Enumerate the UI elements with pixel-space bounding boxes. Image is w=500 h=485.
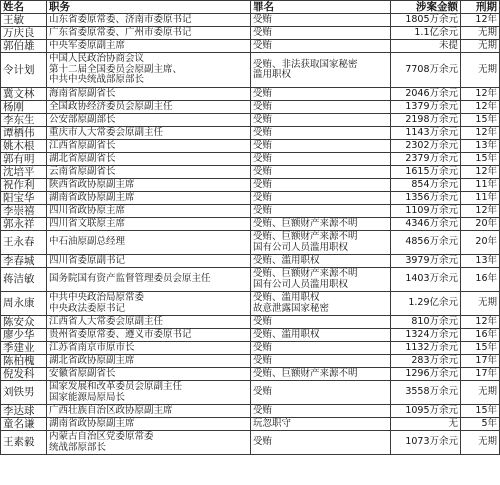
cell-position xyxy=(47,355,251,368)
cell-position xyxy=(47,153,251,166)
header-crime: 罪名 xyxy=(251,1,391,14)
cell-term: 15年 xyxy=(461,342,500,355)
table-row xyxy=(1,27,500,40)
cell-crime xyxy=(251,231,391,255)
header-amount: 涉案金额 xyxy=(391,1,461,14)
cell-amount: 1.1亿余元 xyxy=(391,27,461,40)
cell-amount: 未提 xyxy=(391,40,461,53)
cell-term: 11年 xyxy=(461,192,500,205)
cell-term: 15年 xyxy=(461,153,500,166)
cell-amount: 1095万余元 xyxy=(391,405,461,418)
cell-position xyxy=(47,140,251,153)
cell-term: 15年 xyxy=(461,405,500,418)
cell-name: 刘铁男 xyxy=(1,381,47,405)
cell-term: 13年 xyxy=(461,140,500,153)
cell-crime xyxy=(251,27,391,40)
cell-name: 陈安众 xyxy=(1,316,47,329)
position-line: 国务院国有资产监督管理委员会原主任 xyxy=(49,273,211,285)
crime-line: 受贿 xyxy=(253,354,273,366)
crime-line: 受贿 xyxy=(253,341,273,353)
table-row xyxy=(1,192,500,205)
position-line: 海南省原副省长 xyxy=(49,87,116,99)
cell-term: 11年 xyxy=(461,179,500,192)
table-body xyxy=(1,14,500,455)
crime-line: 受贿 xyxy=(253,165,273,177)
crime-line: 受贿、滥用职权 xyxy=(253,292,320,303)
crime-line: 受贿 xyxy=(253,87,273,99)
crime-line: 国有公司人员滥用职权 xyxy=(253,241,349,253)
cell-amount: 无 xyxy=(391,418,461,431)
position-line: 中央军委原副主席 xyxy=(49,39,126,51)
crime-line: 国有公司人员滥用职权 xyxy=(253,278,349,290)
cell-position xyxy=(47,40,251,53)
header-term: 刑期 xyxy=(461,1,500,14)
cell-amount: 1132万余元 xyxy=(391,342,461,355)
cell-amount: 2198万余元 xyxy=(391,114,461,127)
position-line: 中石油原副总经理 xyxy=(49,236,126,248)
cell-term: 无期 xyxy=(461,53,500,88)
crime-line: 受贿、巨额财产来源不明 xyxy=(253,217,358,229)
cell-crime xyxy=(251,405,391,418)
crime-line: 受贿、巨额财产来源不明 xyxy=(253,367,358,379)
cell-crime xyxy=(251,218,391,231)
cell-term: 12年 xyxy=(461,316,500,329)
cell-term: 17年 xyxy=(461,368,500,381)
cell-term: 12年 xyxy=(461,205,500,218)
position-line: 中国人民政治协商会议 xyxy=(49,53,145,65)
cell-amount: 7708万余元 xyxy=(391,53,461,88)
position-line: 国家发展和改革委员会原副主任 xyxy=(49,381,183,392)
table-row xyxy=(1,101,500,114)
cell-name: 王敏 xyxy=(1,14,47,27)
position-line: 内蒙古自治区党委原常委 xyxy=(49,431,154,442)
table-row xyxy=(1,418,500,431)
cell-amount: 2379万余元 xyxy=(391,153,461,166)
crime-line: 故意泄露国家秘密 xyxy=(253,302,330,314)
cell-amount: 1356万余元 xyxy=(391,192,461,205)
cell-amount: 4856万余元 xyxy=(391,231,461,255)
cell-position xyxy=(47,405,251,418)
crime-line: 受贿 xyxy=(253,13,273,25)
cell-position xyxy=(47,27,251,40)
table-row xyxy=(1,368,500,381)
cell-crime xyxy=(251,355,391,368)
cell-name: 李东生 xyxy=(1,114,47,127)
cell-position xyxy=(47,381,251,405)
cell-amount: 1073万余元 xyxy=(391,431,461,455)
cell-name: 李崇禧 xyxy=(1,205,47,218)
cell-term: 12年 xyxy=(461,88,500,101)
cell-name: 廖少华 xyxy=(1,329,47,342)
cell-amount: 4346万余元 xyxy=(391,218,461,231)
cell-crime xyxy=(251,268,391,292)
cell-name: 阳宝华 xyxy=(1,192,47,205)
position-line: 贵州省委原常委、遵义市委原书记 xyxy=(49,328,192,340)
cell-amount: 1296万余元 xyxy=(391,368,461,381)
cell-term: 12年 xyxy=(461,166,500,179)
position-line: 广东省委原常委、广州市委原书记 xyxy=(49,26,192,38)
cell-term: 无期 xyxy=(461,381,500,405)
cell-crime xyxy=(251,342,391,355)
position-line: 统战部原部长 xyxy=(49,441,107,453)
cell-amount: 3979万余元 xyxy=(391,255,461,268)
cell-name: 童名谦 xyxy=(1,418,47,431)
cell-term: 16年 xyxy=(461,268,500,292)
position-line: 全国政协经济委员会原副主任 xyxy=(49,100,173,112)
cell-term: 12年 xyxy=(461,14,500,27)
cell-name: 万庆良 xyxy=(1,27,47,40)
cell-position xyxy=(47,342,251,355)
cell-position xyxy=(47,316,251,329)
position-line: 湖南省政协原副主席 xyxy=(49,417,135,429)
cell-crime xyxy=(251,101,391,114)
cell-crime xyxy=(251,114,391,127)
table-header-row xyxy=(1,1,500,14)
cell-name: 李达球 xyxy=(1,405,47,418)
position-line: 湖北省原副省长 xyxy=(49,152,116,164)
cell-position xyxy=(47,179,251,192)
cell-name: 沈培平 xyxy=(1,166,47,179)
header-position: 职务 xyxy=(47,1,251,14)
cell-name: 倪发科 xyxy=(1,368,47,381)
table-row xyxy=(1,40,500,53)
cell-position xyxy=(47,268,251,292)
cell-crime xyxy=(251,192,391,205)
position-line: 中共中央政治局原常委 xyxy=(49,292,145,303)
cell-term: 13年 xyxy=(461,255,500,268)
crime-line: 受贿、巨额财产来源不明 xyxy=(253,268,358,279)
position-line: 广西壮族自治区政协原副主席 xyxy=(49,404,173,416)
position-line: 江西省原副省长 xyxy=(49,139,116,151)
position-line: 公安部原副部长 xyxy=(49,113,116,125)
position-line: 陕西省政协原副主席 xyxy=(49,178,135,190)
cell-amount: 3558万余元 xyxy=(391,381,461,405)
cell-crime xyxy=(251,88,391,101)
cell-amount: 1.29亿余元 xyxy=(391,292,461,316)
table-row xyxy=(1,218,500,231)
position-line: 山东省委原常委、济南市委原书记 xyxy=(49,13,192,25)
cell-crime xyxy=(251,316,391,329)
cell-name: 谭栖伟 xyxy=(1,127,47,140)
crime-line: 受贿、滥用职权 xyxy=(253,254,320,266)
table-row xyxy=(1,355,500,368)
position-line: 安徽省原副省长 xyxy=(49,367,116,379)
position-line: 第十二届全国委员会原副主席、 xyxy=(49,63,183,75)
cell-amount: 1403万余元 xyxy=(391,268,461,292)
crime-line: 受贿 xyxy=(253,204,273,216)
cell-name: 令计划 xyxy=(1,53,47,88)
cell-amount: 854万余元 xyxy=(391,179,461,192)
cell-term: 17年 xyxy=(461,355,500,368)
cell-crime xyxy=(251,127,391,140)
cell-amount: 1143万余元 xyxy=(391,127,461,140)
table-row xyxy=(1,127,500,140)
crime-line: 受贿 xyxy=(253,191,273,203)
cell-position xyxy=(47,205,251,218)
cell-position xyxy=(47,418,251,431)
position-line: 四川省文联原主席 xyxy=(49,217,126,229)
cell-position xyxy=(47,329,251,342)
cell-position xyxy=(47,114,251,127)
cell-term: 无期 xyxy=(461,292,500,316)
cell-amount: 1324万余元 xyxy=(391,329,461,342)
cell-name: 季建业 xyxy=(1,342,47,355)
cell-name: 郭永祥 xyxy=(1,218,47,231)
cell-position xyxy=(47,53,251,88)
table-row xyxy=(1,329,500,342)
cell-crime xyxy=(251,53,391,88)
cell-amount: 2046万余元 xyxy=(391,88,461,101)
table-row xyxy=(1,53,500,88)
table-row xyxy=(1,316,500,329)
cell-name: 王永春 xyxy=(1,231,47,255)
table-row xyxy=(1,14,500,27)
table-row xyxy=(1,268,500,292)
crime-line: 受贿、非法获取国家秘密 xyxy=(253,58,358,70)
cell-name: 杨刚 xyxy=(1,101,47,114)
position-line: 云南省原副省长 xyxy=(49,165,116,177)
crime-line: 受贿 xyxy=(253,404,273,416)
cell-position xyxy=(47,255,251,268)
table-row xyxy=(1,140,500,153)
cell-crime xyxy=(251,14,391,27)
position-line: 国家能源局原局长 xyxy=(49,391,126,403)
crime-line: 受贿 xyxy=(253,139,273,151)
cell-crime xyxy=(251,381,391,405)
cell-crime xyxy=(251,166,391,179)
position-line: 重庆市人大常委会原副主任 xyxy=(49,126,164,138)
table-row xyxy=(1,166,500,179)
crime-line: 受贿 xyxy=(253,39,273,51)
cell-amount: 283万余元 xyxy=(391,355,461,368)
table-row xyxy=(1,88,500,101)
table-row xyxy=(1,114,500,127)
crime-line: 受贿 xyxy=(253,113,273,125)
crime-line: 玩忽职守 xyxy=(253,417,292,429)
cell-term: 无期 xyxy=(461,40,500,53)
cell-term: 无期 xyxy=(461,431,500,455)
table-row xyxy=(1,342,500,355)
crime-line: 滥用职权 xyxy=(253,69,292,80)
table-row xyxy=(1,292,500,316)
cell-crime xyxy=(251,418,391,431)
cell-crime xyxy=(251,40,391,53)
position-line: 四川省政协原主席 xyxy=(49,204,126,216)
cell-term: 无期 xyxy=(461,27,500,40)
cell-term: 16年 xyxy=(461,329,500,342)
table-row xyxy=(1,153,500,166)
cell-amount: 810万余元 xyxy=(391,316,461,329)
cell-amount: 1379万余元 xyxy=(391,101,461,114)
cell-name: 陈柏槐 xyxy=(1,355,47,368)
position-line: 江西省人大常委会原副主任 xyxy=(49,315,164,327)
crime-line: 受贿 xyxy=(253,178,273,190)
cell-name: 祝作利 xyxy=(1,179,47,192)
crime-line: 受贿、巨额财产来源不明 xyxy=(253,231,358,242)
cell-position xyxy=(47,88,251,101)
cell-position xyxy=(47,192,251,205)
position-line: 湖南省政协原副主席 xyxy=(49,191,135,203)
crime-line: 受贿 xyxy=(253,126,273,138)
crime-line: 受贿 xyxy=(253,436,273,448)
cell-name: 王素毅 xyxy=(1,431,47,455)
crime-line: 受贿 xyxy=(253,26,273,38)
table-row xyxy=(1,381,500,405)
table-row xyxy=(1,255,500,268)
position-line: 四川省委原副书记 xyxy=(49,254,126,266)
cell-term: 20年 xyxy=(461,231,500,255)
crime-line: 受贿 xyxy=(253,152,273,164)
cell-amount: 1109万余元 xyxy=(391,205,461,218)
cell-crime xyxy=(251,205,391,218)
table-row xyxy=(1,179,500,192)
cell-crime xyxy=(251,292,391,316)
cell-position xyxy=(47,101,251,114)
cell-name: 李春城 xyxy=(1,255,47,268)
cell-name: 郭伯雄 xyxy=(1,40,47,53)
crime-line: 受贿 xyxy=(253,100,273,112)
cell-position xyxy=(47,127,251,140)
header-name: 姓名 xyxy=(1,1,47,14)
cell-term: 15年 xyxy=(461,114,500,127)
cell-position xyxy=(47,292,251,316)
cell-amount: 1615万余元 xyxy=(391,166,461,179)
cell-amount: 2302万余元 xyxy=(391,140,461,153)
cell-crime xyxy=(251,153,391,166)
cell-term: 5年 xyxy=(461,418,500,431)
cell-position xyxy=(47,218,251,231)
cell-name: 周永康 xyxy=(1,292,47,316)
cell-name: 蒋洁敏 xyxy=(1,268,47,292)
position-line: 湖北省政协原副主席 xyxy=(49,354,135,366)
position-line: 江苏省南京市原市长 xyxy=(49,341,135,353)
cell-name: 姚木根 xyxy=(1,140,47,153)
crime-line: 受贿、滥用职权 xyxy=(253,328,320,340)
cell-position xyxy=(47,431,251,455)
position-line: 中央政法委原书记 xyxy=(49,302,126,314)
position-line: 中共中央统战部原部长 xyxy=(49,74,145,86)
crime-line: 受贿 xyxy=(253,386,273,398)
cell-crime xyxy=(251,255,391,268)
cell-name: 郭有明 xyxy=(1,153,47,166)
table-row xyxy=(1,431,500,455)
cell-position xyxy=(47,14,251,27)
table-row xyxy=(1,205,500,218)
table-row xyxy=(1,405,500,418)
cell-name: 冀文林 xyxy=(1,88,47,101)
cell-amount: 1805万余元 xyxy=(391,14,461,27)
cell-position xyxy=(47,231,251,255)
table-row xyxy=(1,231,500,255)
cell-position xyxy=(47,166,251,179)
cell-crime xyxy=(251,179,391,192)
cell-term: 20年 xyxy=(461,218,500,231)
cell-crime xyxy=(251,368,391,381)
cell-crime xyxy=(251,329,391,342)
cell-crime xyxy=(251,140,391,153)
cell-term: 12年 xyxy=(461,127,500,140)
cell-crime xyxy=(251,431,391,455)
cell-term: 12年 xyxy=(461,101,500,114)
crime-line: 受贿 xyxy=(253,315,273,327)
cell-position xyxy=(47,368,251,381)
